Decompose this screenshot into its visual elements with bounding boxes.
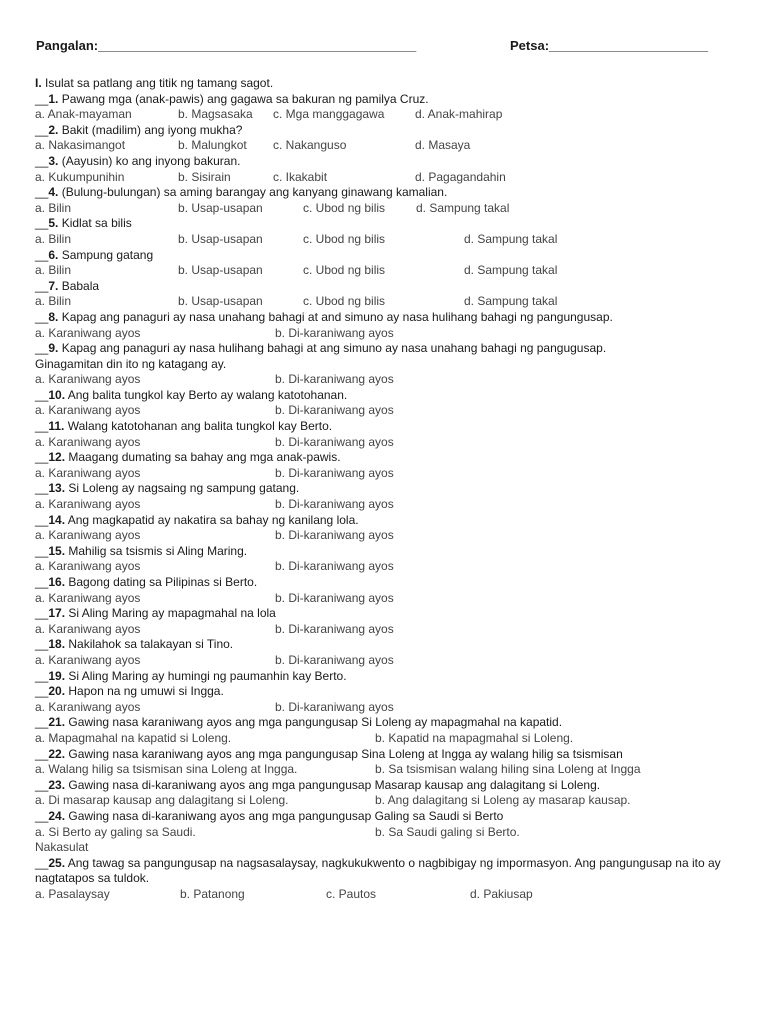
question-number: 17. <box>48 606 66 621</box>
option-b[interactable]: b. Patanong <box>180 886 245 901</box>
question-number: 2. <box>48 122 59 137</box>
answer-options <box>35 232 738 248</box>
answer-blank[interactable]: __ <box>35 153 49 168</box>
question-14 <box>35 513 738 529</box>
answer-blank[interactable]: __ <box>35 684 49 699</box>
option-d[interactable]: d. Pakiusap <box>470 886 533 901</box>
option-b[interactable]: b. Malungkot <box>178 138 247 153</box>
question-text: Gawing nasa di-karaniwang ayos ang mga pangungusap Masarap kausap ang dalagitang si Loleng. <box>65 777 601 792</box>
question-24 <box>35 809 738 825</box>
instruction <box>35 76 738 92</box>
option-b[interactable]: b. Usap-usapan <box>178 294 263 309</box>
question-text: Si Loleng ay nagsaing ng sampung gatang. <box>65 481 300 496</box>
question-text: Sampung gatang <box>58 247 154 262</box>
question-number: 15. <box>48 543 66 558</box>
answer-options <box>35 887 738 903</box>
question-number: 18. <box>48 637 66 652</box>
option-b[interactable]: b. Di-karaniwang ayos <box>275 590 394 605</box>
answer-blank[interactable]: __ <box>35 637 49 652</box>
option-a[interactable]: a. Walang hilig sa tsismisan sina Loleng at Ingga. <box>35 762 298 777</box>
question-number: 19. <box>48 668 66 683</box>
answer-blank[interactable]: __ <box>35 746 49 761</box>
answer-options <box>35 170 738 186</box>
option-b[interactable]: b. Di-karaniwang ayos <box>275 621 394 636</box>
question-text: Hapon na ng umuwi si Ingga. <box>65 684 224 699</box>
option-b[interactable]: b. Di-karaniwang ayos <box>275 652 394 667</box>
question-number: 23. <box>48 777 66 792</box>
question-22 <box>35 747 738 763</box>
question-text: Si Aling Maring ay humingi ng paumanhin kay Berto. <box>65 668 347 683</box>
option-a[interactable]: a. Karaniwang ayos <box>35 497 141 512</box>
question-21 <box>35 715 738 731</box>
option-a[interactable]: a. Si Berto ay galing sa Saudi. <box>35 824 196 839</box>
option-d[interactable]: d. Masaya <box>415 138 471 153</box>
option-b[interactable]: b. Di-karaniwang ayos <box>275 325 394 340</box>
answer-blank[interactable]: __ <box>35 668 49 683</box>
question-text: Ang tawag sa pangungusap na nagsasalaysay, nagkukukwento o nagbibigay ng impormasyon. Ang pangungusap na ito ay nagtatapos sa tuldok. <box>35 855 721 886</box>
option-a[interactable]: a. Karaniwang ayos <box>35 590 141 605</box>
option-c[interactable]: c. Ubod ng bilis <box>303 263 386 278</box>
question-4 <box>35 185 738 201</box>
option-b[interactable]: b. Usap-usapan <box>178 263 263 278</box>
option-a[interactable]: a. Mapagmahal na kapatid si Loleng. <box>35 730 232 745</box>
answer-blank[interactable]: __ <box>35 387 49 402</box>
question-text: Mahilig sa tsismis si Aling Maring. <box>65 543 248 558</box>
question-text: Babala <box>58 278 100 293</box>
option-c[interactable]: c. Ubod ng bilis <box>303 200 386 215</box>
option-d[interactable]: d. Sampung takal <box>464 294 558 309</box>
question-text: Bakit (madilim) ang iyong mukha? <box>58 122 243 137</box>
question-18 <box>35 637 738 653</box>
question-number: 25. <box>48 855 66 870</box>
option-a[interactable]: a. Di masarap kausap ang dalagitang si Loleng. <box>35 793 289 808</box>
question-number: 10. <box>48 387 66 402</box>
option-a[interactable]: a. Kukumpunihin <box>35 169 125 184</box>
option-d[interactable]: d. Sampung takal <box>416 200 510 215</box>
date-field-label[interactable]: Petsa:______________________ <box>510 38 709 53</box>
question-number: 7. <box>48 278 59 293</box>
question-number: 22. <box>48 746 66 761</box>
answer-options <box>35 731 738 747</box>
answer-options <box>35 326 738 342</box>
option-a[interactable]: a. Nakasimangot <box>35 138 126 153</box>
option-b[interactable]: b. Usap-usapan <box>178 231 263 246</box>
question-23 <box>35 778 738 794</box>
answer-blank[interactable]: __ <box>35 808 49 823</box>
answer-blank[interactable]: __ <box>35 575 49 589</box>
option-b[interactable]: b. Kapatid na mapagmahal si Loleng. <box>375 730 574 745</box>
question-number: 3. <box>48 153 59 168</box>
question-continuation: Ginagamitan din ito ng katagang ay. <box>35 356 227 371</box>
option-b[interactable]: b. Ang dalagitang si Loleng ay masarap kausap. <box>375 793 631 808</box>
option-a[interactable]: a. Karaniwang ayos <box>35 403 141 418</box>
option-c[interactable]: c. Ubod ng bilis <box>303 231 386 246</box>
answer-blank[interactable]: __ <box>35 543 49 558</box>
option-a[interactable]: a. Bilin <box>35 231 72 246</box>
question-13 <box>35 481 738 497</box>
question-list <box>35 76 738 902</box>
question-number: 5. <box>48 216 59 231</box>
question-text: Kidlat sa bilis <box>58 216 132 231</box>
option-d[interactable]: d. Sampung takal <box>464 263 558 278</box>
question-number: 8. <box>48 309 59 324</box>
answer-options <box>35 762 738 778</box>
instruction-roman: I. <box>35 76 42 90</box>
name-field-label[interactable]: Pangalan:____________________________________________ <box>36 38 417 53</box>
answer-options <box>35 559 738 575</box>
question-7 <box>35 279 738 295</box>
question-5 <box>35 216 738 232</box>
question-text: Ang balita tungkol kay Berto ay walang katotohanan. <box>65 387 348 402</box>
question-number: 21. <box>48 715 66 730</box>
answer-blank[interactable]: __ <box>35 216 49 231</box>
option-c[interactable]: c. Mga manggagawa <box>273 107 385 122</box>
question-text: Nakilahok sa talakayan si Tino. <box>65 637 234 652</box>
option-a[interactable]: a. Karaniwang ayos <box>35 528 141 543</box>
option-b[interactable]: b. Sisirain <box>178 169 231 184</box>
option-b[interactable]: b. Di-karaniwang ayos <box>275 528 394 543</box>
option-a[interactable]: a. Karaniwang ayos <box>35 465 141 480</box>
option-a[interactable]: a. Anak-mayaman <box>35 107 132 122</box>
answer-blank[interactable]: __ <box>35 91 49 106</box>
instruction-text: Isulat sa patlang ang titik ng tamang sagot. <box>41 76 274 90</box>
question-11 <box>35 419 738 435</box>
question-9 <box>35 341 738 357</box>
question-number: 1. <box>48 91 59 106</box>
answer-options <box>35 107 738 123</box>
answer-options <box>35 793 738 809</box>
answer-blank[interactable]: __ <box>35 855 49 870</box>
answer-options <box>35 528 738 544</box>
question-text: Kapag ang panaguri ay nasa hulihang bahagi at ang simuno ay nasa unahang bahagi ng pangugusap. <box>58 341 607 356</box>
option-d[interactable]: d. Sampung takal <box>464 231 558 246</box>
option-b[interactable]: b. Di-karaniwang ayos <box>275 699 394 714</box>
option-d[interactable]: d. Anak-mahirap <box>415 107 503 122</box>
option-b[interactable]: b. Sa Saudi galing si Berto. <box>375 824 520 839</box>
option-a[interactable]: a. Karaniwang ayos <box>35 621 141 636</box>
answer-blank[interactable]: __ <box>35 419 49 434</box>
answer-options <box>35 466 738 482</box>
answer-options <box>35 372 738 388</box>
answer-options <box>35 497 738 513</box>
question-17 <box>35 606 738 622</box>
option-a[interactable]: a. Karaniwang ayos <box>35 434 141 449</box>
question-20 <box>35 684 738 700</box>
option-b[interactable]: b. Magsasaka <box>178 107 253 122</box>
answer-options <box>35 825 738 841</box>
question-number: 12. <box>48 450 66 465</box>
question-text: (Bulung-bulungan) sa aming barangay ang kanyang ginawang kamalian. <box>58 185 448 200</box>
option-c[interactable]: c. Nakanguso <box>273 138 347 153</box>
answer-blank[interactable]: __ <box>35 450 49 465</box>
option-a[interactable]: a. Karaniwang ayos <box>35 325 141 340</box>
question-8 <box>35 310 738 326</box>
option-a[interactable]: a. Karaniwang ayos <box>35 372 141 387</box>
answer-blank[interactable]: __ <box>35 606 49 621</box>
question-number: 4. <box>48 185 59 200</box>
option-b[interactable]: b. Di-karaniwang ayos <box>275 434 394 449</box>
option-b[interactable]: b. Di-karaniwang ayos <box>275 372 394 387</box>
question-number: 11. <box>48 419 65 434</box>
question-12 <box>35 450 738 466</box>
question-text: Gawing nasa karaniwang ayos ang mga pangungusap Sina Loleng at Ingga ay walang hilig sa tsismisan <box>65 746 623 761</box>
option-b[interactable]: b. Sa tsismisan walang hiling sina Loleng at Ingga <box>375 762 641 777</box>
question-text: Gawing nasa karaniwang ayos ang mga pangungusap Si Loleng ay mapagmahal na kapatid. <box>65 715 563 730</box>
option-a[interactable]: a. Bilin <box>35 263 72 278</box>
question-10 <box>35 388 738 404</box>
answer-options <box>35 201 738 217</box>
question-text: Gawing nasa di-karaniwang ayos ang mga pangungusap Galing sa Saudi si Berto <box>65 808 504 823</box>
option-b[interactable]: b. Di-karaniwang ayos <box>275 497 394 512</box>
option-b[interactable]: b. Di-karaniwang ayos <box>275 465 394 480</box>
answer-blank[interactable]: __ <box>35 777 49 792</box>
question-25 <box>35 856 738 887</box>
question-number: 9. <box>48 341 59 356</box>
answer-blank[interactable]: __ <box>35 341 49 356</box>
option-b[interactable]: b. Di-karaniwang ayos <box>275 403 394 418</box>
option-a[interactable]: a. Karaniwang ayos <box>35 559 141 574</box>
option-b[interactable]: b. Usap-usapan <box>178 200 263 215</box>
option-c[interactable]: c. Ubod ng bilis <box>303 294 386 309</box>
question-3 <box>35 154 738 170</box>
question-number: 24. <box>48 808 66 823</box>
option-b[interactable]: b. Di-karaniwang ayos <box>275 559 394 574</box>
question-number: 16. <box>48 575 66 589</box>
option-a[interactable]: a. Karaniwang ayos <box>35 652 141 667</box>
answer-options <box>35 591 738 607</box>
question-text: Walang katotohanan ang balita tungkol kay Berto. <box>64 419 333 434</box>
answer-options <box>35 700 738 716</box>
question-text: (Aayusin) ko ang inyong bakuran. <box>58 153 241 168</box>
answer-options <box>35 653 738 669</box>
question-text: Pawang mga (anak-pawis) ang gagawa sa bakuran ng pamilya Cruz. <box>58 91 429 106</box>
answer-options <box>35 435 738 451</box>
answer-blank[interactable]: __ <box>35 122 49 137</box>
question-number: 20. <box>48 684 66 699</box>
question-number: 6. <box>48 247 59 262</box>
question-text: Bagong dating sa Pilipinas si Berto. <box>65 575 258 589</box>
option-a[interactable]: a. Bilin <box>35 200 72 215</box>
option-d[interactable]: d. Pagagandahin <box>415 169 506 184</box>
question-6 <box>35 248 738 264</box>
answer-options <box>35 138 738 154</box>
question-number: 14. <box>48 512 66 527</box>
question-number: 13. <box>48 481 66 496</box>
question-16 <box>35 575 738 591</box>
option-a[interactable]: a. Bilin <box>35 294 72 309</box>
question-text: Ang magkapatid ay nakatira sa bahay ng kanilang lola. <box>65 512 359 527</box>
question-15 <box>35 544 738 560</box>
answer-options <box>35 263 738 279</box>
answer-options <box>35 622 738 638</box>
note-text: Nakasulat <box>35 840 89 855</box>
question-1 <box>35 92 738 108</box>
question-text: Kapag ang panaguri ay nasa unahang bahagi at and simuno ay nasa hulihang bahagi ng pangungusap. <box>58 309 613 324</box>
answer-blank[interactable]: __ <box>35 715 49 730</box>
answer-options <box>35 294 738 310</box>
answer-blank[interactable]: __ <box>35 278 49 293</box>
question-2 <box>35 123 738 139</box>
answer-options <box>35 403 738 419</box>
answer-blank[interactable]: __ <box>35 512 49 527</box>
option-c[interactable]: c. Pautos <box>326 886 377 901</box>
question-text: Maagang dumating sa bahay ang mga anak-pawis. <box>65 450 341 465</box>
option-a[interactable]: a. Pasalaysay <box>35 886 110 901</box>
answer-blank[interactable]: __ <box>35 247 49 262</box>
answer-blank[interactable]: __ <box>35 185 49 200</box>
answer-blank[interactable]: __ <box>35 481 49 496</box>
worksheet-header <box>36 38 732 60</box>
question-text: Si Aling Maring ay mapagmahal na lola <box>65 606 276 621</box>
question-19 <box>35 669 738 685</box>
option-a[interactable]: a. Karaniwang ayos <box>35 699 141 714</box>
option-c[interactable]: c. Ikakabit <box>273 169 328 184</box>
answer-blank[interactable]: __ <box>35 309 49 324</box>
